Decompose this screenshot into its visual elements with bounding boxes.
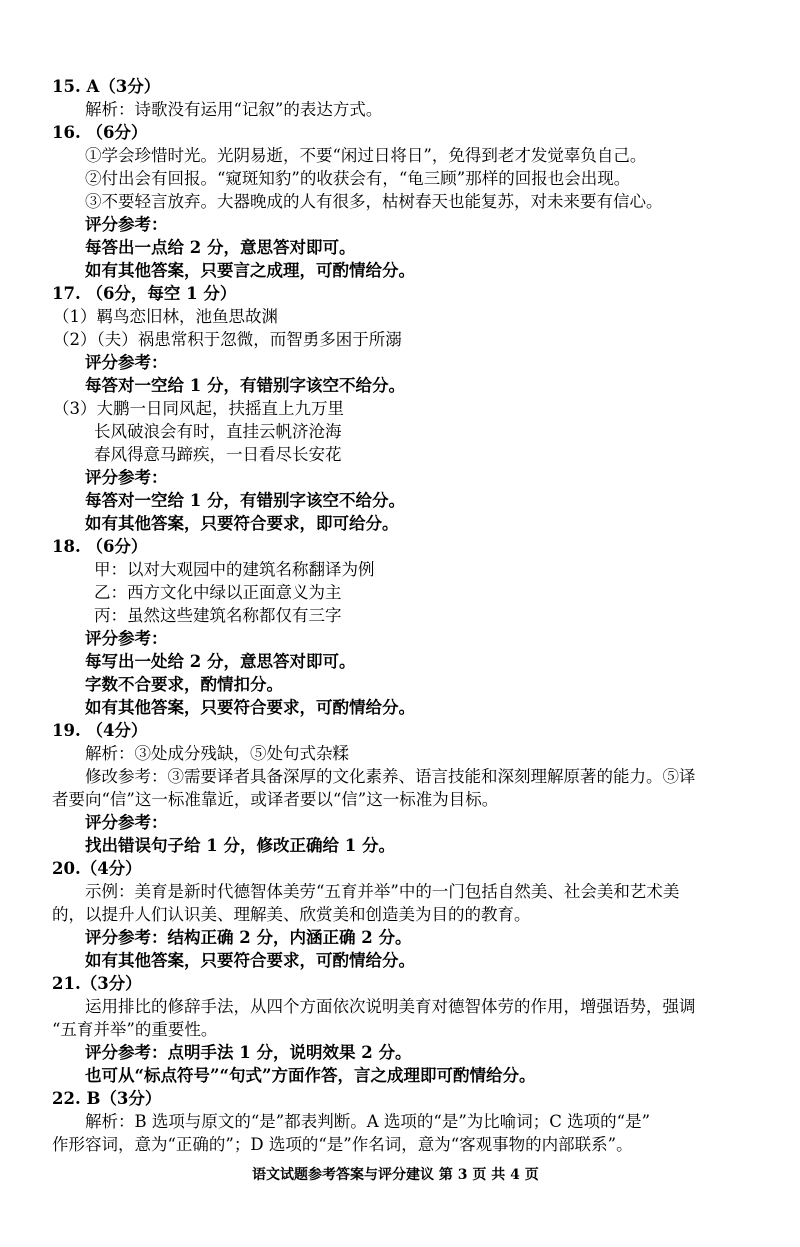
text-line: 乙：西方文化中绿以正面意义为主 — [94, 583, 342, 602]
text-line: 评分参考： — [85, 353, 168, 372]
text-line: 长风破浪会有时，直挂云帆济沧海 — [94, 422, 342, 441]
text-line: 每写出一处给 2 分，意思答对即可。 — [85, 652, 356, 671]
text-line: 15. A（3分） — [52, 77, 161, 96]
text-line: 评分参考： — [85, 468, 168, 487]
text-line: 如有其他答案，只要符合要求，可酌情给分。 — [85, 951, 415, 970]
text-line: 如有其他答案，只要符合要求，即可给分。 — [85, 514, 399, 533]
text-line: 者要向“信”这一标准靠近，或译者要以“信”这一标准为目标。 — [52, 790, 499, 809]
text-line: 运用排比的修辞手法，从四个方面依次说明美育对德智体劳的作用，增强语势，强调 — [85, 997, 696, 1016]
text-line: 评分参考： — [85, 629, 168, 648]
page-footer: 语文试题参考答案与评分建议 第 3 页 共 4 页 — [252, 1167, 539, 1183]
text-line: 评分参考： — [85, 215, 168, 234]
text-line: 如有其他答案，只要言之成理，可酌情给分。 — [85, 261, 415, 280]
text-line: 解析：诗歌没有运用“记叙”的表达方式。 — [85, 100, 383, 119]
text-line: 作形容词，意为“正确的”；D 选项的“是”作名词，意为“客观事物的内部联系”。 — [52, 1135, 633, 1154]
text-line: 丙：虽然这些建筑名称都仅有三字 — [94, 606, 342, 625]
text-line: （2）（夫）祸患常积于忽微，而智勇多困于所溺 — [53, 330, 402, 349]
text-line: 甲：以对大观园中的建筑名称翻译为例 — [94, 560, 375, 579]
text-line: 示例：美育是新时代德智体美劳“五育并举”中的一门包括自然美、社会美和艺术美 — [85, 882, 680, 901]
text-line: 解析：③处成分残缺，⑤处句式杂糅 — [85, 744, 349, 763]
text-line: ③不要轻言放弃。大器晚成的人有很多，枯树春天也能复苏，对未来要有信心。 — [85, 192, 663, 211]
text-line: ①学会珍惜时光。光阴易逝，不要“闲过日将日”，免得到老才发觉辜负自己。 — [85, 146, 647, 165]
text-line: 19. （4分） — [52, 721, 148, 740]
text-line: 解析：B 选项与原文的“是”都表判断。A 选项的“是”为比喻词；C 选项的“是” — [85, 1112, 651, 1131]
text-line: 找出错误句子给 1 分，修改正确给 1 分。 — [85, 836, 395, 855]
text-line: 每答出一点给 2 分，意思答对即可。 — [85, 238, 356, 257]
text-line: 评分参考：结构正确 2 分，内涵正确 2 分。 — [85, 928, 412, 947]
text-line: 18. （6分） — [52, 537, 148, 556]
text-line: 22. B（3分） — [52, 1089, 162, 1108]
text-line: 评分参考：点明手法 1 分，说明效果 2 分。 — [85, 1043, 412, 1062]
text-line: 16. （6分） — [52, 123, 148, 142]
text-line: “五育并举”的重要性。 — [52, 1020, 218, 1039]
text-line: 的，以提升人们认识美、理解美、欣赏美和创造美为目的的教育。 — [52, 905, 531, 924]
text-line: 如有其他答案，只要符合要求，可酌情给分。 — [85, 698, 415, 717]
text-line: 修改参考：③需要译者具备深厚的文化素养、语言技能和深刻理解原著的能力。⑤译 — [85, 767, 696, 786]
text-line: （3）大鹏一日同风起，扶摇直上九万里 — [53, 399, 344, 418]
text-line: 21.（3分） — [52, 974, 142, 993]
text-line: （1）羁鸟恋旧林，池鱼思故渊 — [53, 307, 278, 326]
text-line: ②付出会有回报。“窥斑知豹”的收获会有，“龟三顾”那样的回报也会出现。 — [85, 169, 631, 188]
text-line: 也可从“标点符号”“句式”方面作答，言之成理即可酌情给分。 — [85, 1066, 536, 1085]
text-line: 字数不合要求，酌情扣分。 — [85, 675, 283, 694]
text-line: 每答对一空给 1 分，有错别字该空不给分。 — [85, 376, 405, 395]
text-line: 20.（4分） — [52, 859, 142, 878]
text-line: 评分参考： — [85, 813, 168, 832]
text-line: 每答对一空给 1 分，有错别字该空不给分。 — [85, 491, 405, 510]
text-line: 17. （6分，每空 1 分） — [52, 284, 237, 303]
text-line: 春风得意马蹄疾，一日看尽长安花 — [94, 445, 342, 464]
